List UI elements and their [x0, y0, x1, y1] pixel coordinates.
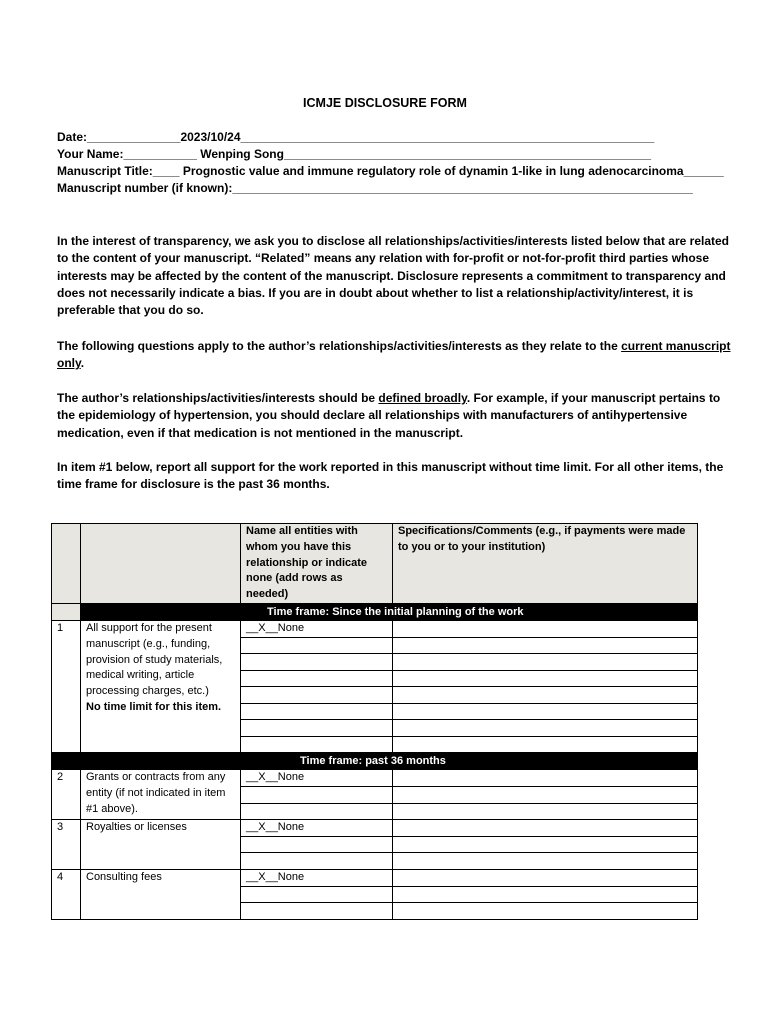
- spec-entry[interactable]: [393, 869, 698, 886]
- item-note: No time limit for this item.: [86, 700, 222, 713]
- current-manuscript-emphasis: current manuscript only: [57, 339, 731, 371]
- spec-entry[interactable]: [393, 637, 698, 654]
- item-number: 2: [52, 770, 81, 820]
- broad-definition-paragraph: The author’s relationships/activities/interests should be defined broadly. For example, if your manuscript pertains to the epidemiology of hypertension, you should declare all relationships with manufacturers of antihypertensive medication, even if that medication is not mentioned in the manuscript.: [57, 391, 721, 440]
- entity-entry[interactable]: [241, 853, 393, 870]
- form-title: ICMJE DISCLOSURE FORM: [303, 96, 467, 110]
- table-row: [52, 869, 698, 886]
- manuscript-number-field[interactable]: Manuscript number (if known):_____________________________________________________________________: [57, 181, 693, 195]
- spec-entry[interactable]: [393, 787, 698, 804]
- entity-entry[interactable]: [241, 836, 393, 853]
- entity-entry[interactable]: [241, 803, 393, 820]
- spec-entry[interactable]: [393, 736, 698, 753]
- spec-entry[interactable]: [393, 670, 698, 687]
- entity-entry[interactable]: __X__None: [241, 770, 393, 787]
- spec-entry[interactable]: [393, 853, 698, 870]
- spec-entry[interactable]: [393, 770, 698, 787]
- entity-entry[interactable]: [241, 736, 393, 753]
- table-row: [52, 620, 698, 637]
- table-row: [52, 770, 698, 787]
- entity-entry[interactable]: [241, 637, 393, 654]
- table-header-row: [52, 524, 698, 604]
- entity-entry[interactable]: [241, 886, 393, 903]
- table-row: [52, 820, 698, 837]
- item-number: 1: [52, 620, 81, 752]
- date-field[interactable]: Date:______________2023/10/24______________________________________________________________: [57, 130, 655, 144]
- spec-entry[interactable]: [393, 654, 698, 671]
- spec-entry[interactable]: [393, 720, 698, 737]
- header-entities-cell: Name all entities with whom you have this relationship or indicate none (add rows as needed): [241, 524, 393, 604]
- time-frame-band-1: [52, 603, 698, 620]
- spec-entry[interactable]: [393, 620, 698, 637]
- spec-entry[interactable]: [393, 703, 698, 720]
- entity-entry[interactable]: [241, 787, 393, 804]
- header-num-cell: [52, 524, 81, 604]
- spec-entry[interactable]: [393, 803, 698, 820]
- header-specs-cell: Specifications/Comments (e.g., if payments were made to you or to your institution): [393, 524, 698, 604]
- band2-label: Time frame: past 36 months: [300, 755, 446, 768]
- entity-entry[interactable]: __X__None: [241, 620, 393, 637]
- defined-broadly-emphasis: defined broadly: [378, 391, 467, 405]
- spec-entry[interactable]: [393, 687, 698, 704]
- entity-entry[interactable]: [241, 720, 393, 737]
- item-description: Grants or contracts from any entity (if not indicated in item #1 above).: [81, 770, 241, 820]
- item-description: Consulting fees: [81, 869, 241, 919]
- entity-entry[interactable]: [241, 703, 393, 720]
- transparency-paragraph: In the interest of transparency, we ask you to disclose all relationships/activities/interests listed below that are related to the content of your manuscript. “Related” means any relation with for-profit or not-for-profit third parties whose interests may be affected by the content of the manuscript. Disclosure represents a commitment to transparency and does not necessarily indicate a bias. If you are in doubt about whether to list a relationship/activity/interest, it is preferable that you do so.: [57, 234, 729, 318]
- header-item-cell: [81, 524, 241, 604]
- entity-entry[interactable]: [241, 687, 393, 704]
- entity-entry[interactable]: [241, 654, 393, 671]
- spec-entry[interactable]: [393, 903, 698, 920]
- item-number: 3: [52, 820, 81, 870]
- entity-entry[interactable]: __X__None: [241, 820, 393, 837]
- manuscript-title-field[interactable]: Manuscript Title:____ Prognostic value and immune regulatory role of dynamin 1-like in lung adenocarcinoma______: [57, 164, 724, 178]
- band1-label: Time frame: Since the initial planning of the work: [267, 605, 524, 618]
- scope-paragraph: The following questions apply to the author’s relationships/activities/interests as they relate to the current manuscript only.: [57, 339, 731, 371]
- time-frame-paragraph: In item #1 below, report all support for the work reported in this manuscript without time limit. For all other items, the time frame for disclosure is the past 36 months.: [57, 460, 724, 492]
- spec-entry[interactable]: [393, 836, 698, 853]
- time-frame-band-2: [52, 753, 698, 770]
- item-number: 4: [52, 869, 81, 919]
- spec-entry[interactable]: [393, 886, 698, 903]
- entity-entry[interactable]: __X__None: [241, 869, 393, 886]
- disclosure-table: [51, 523, 698, 920]
- item-description: Royalties or licenses: [81, 820, 241, 870]
- entity-entry[interactable]: [241, 670, 393, 687]
- name-field[interactable]: Your Name:___________ Wenping Song_______________________________________________________: [57, 147, 652, 161]
- entity-entry[interactable]: [241, 903, 393, 920]
- item-description: All support for the present manuscript (e.g., funding, provision of study materials, medical writing, article processing charges, etc.) No time limit for this item.: [81, 620, 241, 752]
- spec-entry[interactable]: [393, 820, 698, 837]
